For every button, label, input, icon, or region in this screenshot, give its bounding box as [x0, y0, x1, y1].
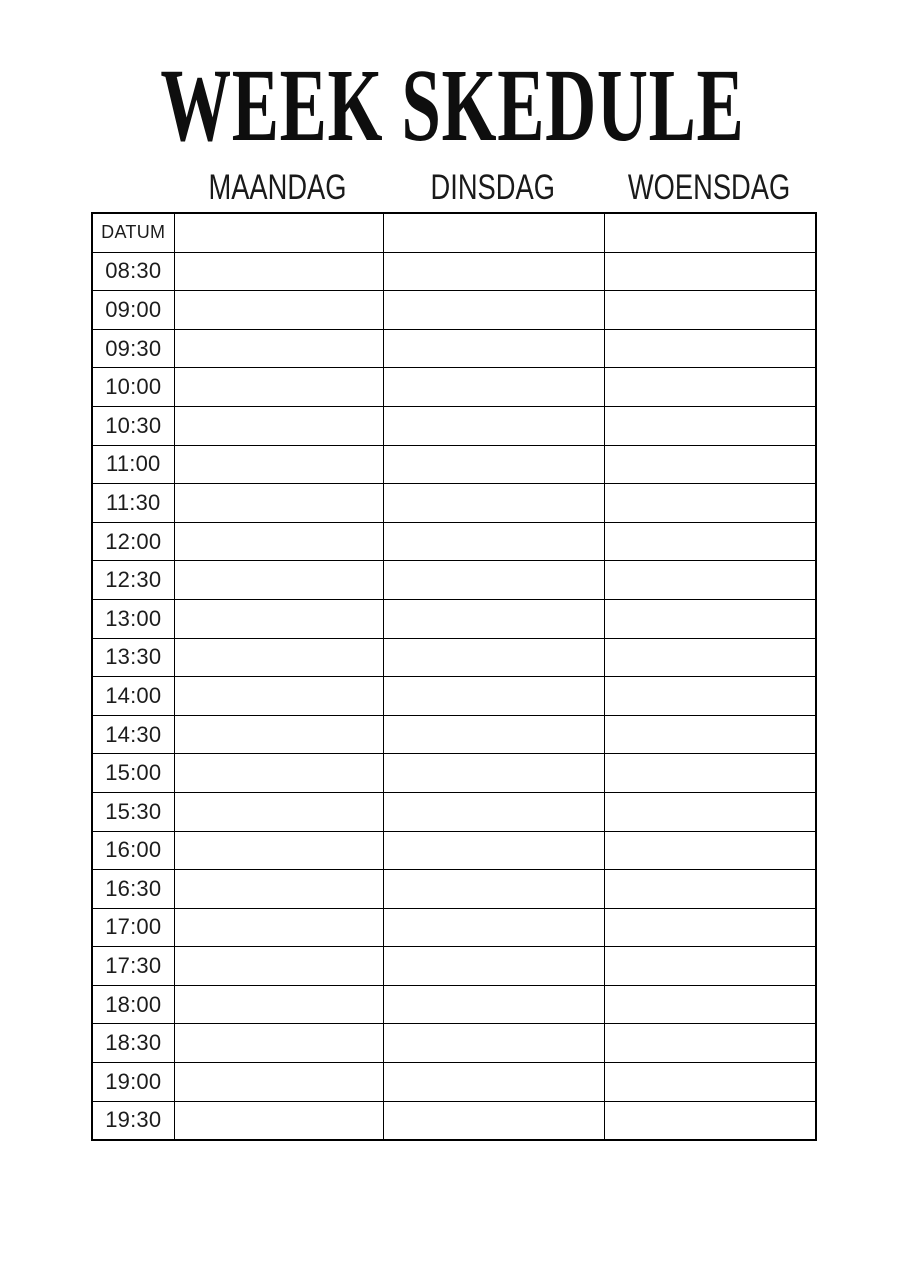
- schedule-cell-woensdag: [604, 329, 816, 368]
- schedule-cell-maandag: [174, 831, 383, 870]
- time-row: [92, 715, 816, 754]
- time-row: [92, 985, 816, 1024]
- schedule-cell-dinsdag: [383, 599, 604, 638]
- time-slot-label: 14:00: [92, 677, 174, 716]
- time-row: [92, 1101, 816, 1140]
- time-slot-label: 13:30: [92, 638, 174, 677]
- schedule-cell-woensdag: [604, 368, 816, 407]
- schedule-cell-woensdag: [604, 638, 816, 677]
- schedule-cell-maandag: [174, 638, 383, 677]
- time-row: [92, 792, 816, 831]
- schedule-cell-dinsdag: [383, 831, 604, 870]
- schedule-cell-dinsdag: [383, 677, 604, 716]
- time-row: [92, 638, 816, 677]
- schedule-cell-maandag: [174, 754, 383, 793]
- time-slot-label: 18:30: [92, 1024, 174, 1063]
- schedule-cell-woensdag: [604, 870, 816, 909]
- page-title: [0, 48, 905, 163]
- schedule-cell-dinsdag: [383, 638, 604, 677]
- time-slot-label: 16:00: [92, 831, 174, 870]
- time-row: [92, 1024, 816, 1063]
- time-row: [92, 908, 816, 947]
- day-header-woensdag-label: WOENSDAG: [627, 168, 791, 207]
- schedule-cell-dinsdag: [383, 522, 604, 561]
- schedule-cell-woensdag: [604, 1024, 816, 1063]
- time-row: [92, 445, 816, 484]
- time-row: [92, 406, 816, 445]
- time-slot-label: 10:00: [92, 368, 174, 407]
- time-slot-label: 09:30: [92, 329, 174, 368]
- schedule-cell-maandag: [174, 1063, 383, 1102]
- day-header-dinsdag-label: DINSDAG: [430, 168, 555, 207]
- schedule-cell-dinsdag: [383, 792, 604, 831]
- time-row: [92, 561, 816, 600]
- schedule-cell-dinsdag: [383, 368, 604, 407]
- time-slot-label: 19:00: [92, 1063, 174, 1102]
- schedule-cell-dinsdag: [383, 870, 604, 909]
- schedule-cell-woensdag: [604, 484, 816, 523]
- schedule-cell-maandag: [174, 329, 383, 368]
- schedule-cell-woensdag: [604, 947, 816, 986]
- schedule-cell-maandag: [174, 561, 383, 600]
- schedule-cell-dinsdag: [383, 252, 604, 291]
- datum-cell-woensdag: [604, 213, 816, 252]
- time-row: [92, 522, 816, 561]
- schedule-cell-maandag: [174, 368, 383, 407]
- time-row: [92, 329, 816, 368]
- schedule-cell-woensdag: [604, 445, 816, 484]
- day-header-maandag: [173, 170, 382, 206]
- schedule-cell-dinsdag: [383, 947, 604, 986]
- time-slot-label: 08:30: [92, 252, 174, 291]
- schedule-cell-maandag: [174, 445, 383, 484]
- schedule-cell-woensdag: [604, 985, 816, 1024]
- time-row: [92, 677, 816, 716]
- schedule-cell-dinsdag: [383, 291, 604, 330]
- schedule-cell-woensdag: [604, 754, 816, 793]
- time-slot-label: 15:30: [92, 792, 174, 831]
- schedule-cell-woensdag: [604, 599, 816, 638]
- time-slot-label: 11:00: [92, 445, 174, 484]
- datum-label: DATUM: [92, 213, 174, 252]
- schedule-cell-dinsdag: [383, 561, 604, 600]
- time-row: [92, 291, 816, 330]
- schedule-cell-dinsdag: [383, 445, 604, 484]
- schedule-cell-maandag: [174, 484, 383, 523]
- page-title-text: WEEK SKEDULE: [160, 48, 745, 163]
- schedule-cell-dinsdag: [383, 329, 604, 368]
- time-slot-label: 12:00: [92, 522, 174, 561]
- schedule-cell-dinsdag: [383, 406, 604, 445]
- time-row: [92, 484, 816, 523]
- time-slot-label: 18:00: [92, 985, 174, 1024]
- schedule-cell-dinsdag: [383, 484, 604, 523]
- schedule-cell-woensdag: [604, 792, 816, 831]
- schedule-cell-maandag: [174, 715, 383, 754]
- schedule-cell-maandag: [174, 908, 383, 947]
- schedule-cell-maandag: [174, 792, 383, 831]
- schedule-cell-maandag: [174, 985, 383, 1024]
- schedule-cell-dinsdag: [383, 1024, 604, 1063]
- time-row: [92, 754, 816, 793]
- time-row: [92, 1063, 816, 1102]
- schedule-cell-woensdag: [604, 522, 816, 561]
- schedule-cell-woensdag: [604, 1101, 816, 1140]
- schedule-cell-dinsdag: [383, 754, 604, 793]
- schedule-cell-woensdag: [604, 561, 816, 600]
- schedule-cell-maandag: [174, 870, 383, 909]
- time-row: [92, 947, 816, 986]
- day-header-dinsdag: [382, 170, 603, 206]
- day-header-maandag-label: MAANDAG: [208, 168, 347, 207]
- schedule-cell-maandag: [174, 522, 383, 561]
- schedule-cell-woensdag: [604, 252, 816, 291]
- schedule-cell-woensdag: [604, 908, 816, 947]
- schedule-cell-dinsdag: [383, 715, 604, 754]
- time-row: [92, 831, 816, 870]
- schedule-cell-woensdag: [604, 291, 816, 330]
- schedule-cell-woensdag: [604, 677, 816, 716]
- datum-cell-dinsdag: [383, 213, 604, 252]
- schedule-cell-dinsdag: [383, 908, 604, 947]
- time-slot-label: 13:00: [92, 599, 174, 638]
- schedule-cell-maandag: [174, 947, 383, 986]
- schedule-cell-maandag: [174, 1101, 383, 1140]
- day-header-woensdag: [603, 170, 815, 206]
- schedule-cell-woensdag: [604, 1063, 816, 1102]
- schedule-cell-maandag: [174, 406, 383, 445]
- schedule-cell-woensdag: [604, 715, 816, 754]
- time-slot-label: 09:00: [92, 291, 174, 330]
- schedule-table: [91, 212, 817, 1141]
- datum-row: [92, 213, 816, 252]
- time-slot-label: 10:30: [92, 406, 174, 445]
- schedule-cell-woensdag: [604, 406, 816, 445]
- schedule-cell-maandag: [174, 599, 383, 638]
- time-slot-label: 12:30: [92, 561, 174, 600]
- time-row: [92, 368, 816, 407]
- schedule-cell-woensdag: [604, 831, 816, 870]
- time-slot-label: 19:30: [92, 1101, 174, 1140]
- time-slot-label: 14:30: [92, 715, 174, 754]
- time-row: [92, 252, 816, 291]
- time-row: [92, 870, 816, 909]
- schedule-cell-maandag: [174, 252, 383, 291]
- time-slot-label: 17:00: [92, 908, 174, 947]
- schedule-cell-maandag: [174, 1024, 383, 1063]
- time-slot-label: 16:30: [92, 870, 174, 909]
- time-slot-label: 15:00: [92, 754, 174, 793]
- schedule-cell-dinsdag: [383, 985, 604, 1024]
- time-slot-label: 17:30: [92, 947, 174, 986]
- datum-cell-maandag: [174, 213, 383, 252]
- time-slot-label: 11:30: [92, 484, 174, 523]
- schedule-cell-maandag: [174, 677, 383, 716]
- schedule-cell-dinsdag: [383, 1101, 604, 1140]
- time-row: [92, 599, 816, 638]
- schedule-cell-dinsdag: [383, 1063, 604, 1102]
- schedule-cell-maandag: [174, 291, 383, 330]
